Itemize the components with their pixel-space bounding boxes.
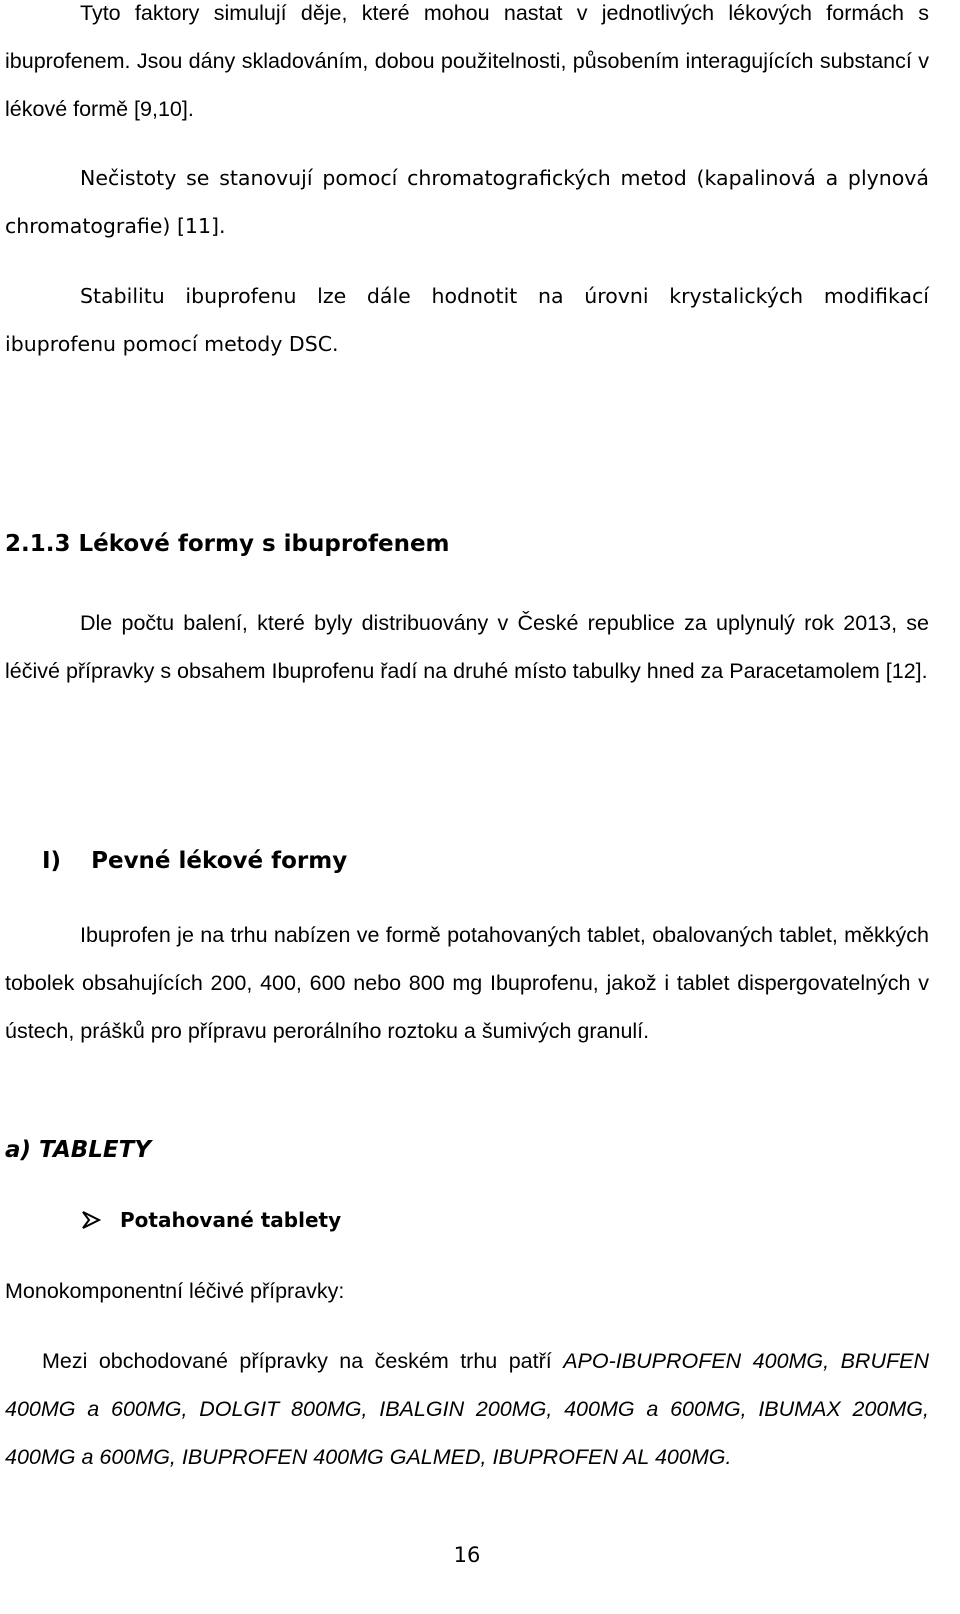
paragraph-mono-label: Monokomponentní léčivé přípravky:	[5, 1279, 345, 1303]
paragraph-degradation-factors: Tyto faktory simulují děje, které mohou nastat v jednotlivých lékových formách s ibuprofenem. Jsou dány skladováním, dobou použitelnosti, působením interagujících substancí v lékové formě [9,10].	[5, 1, 929, 121]
bullet-item	[80, 1205, 341, 1235]
roman-numeral: I)	[42, 848, 62, 874]
paragraph-impurities: Nečistoty se stanovují pomocí chromatografických metod (kapalinová a plynová chromatografie) [11].	[5, 166, 929, 238]
paragraph-products	[5, 1337, 929, 1481]
paragraph-stability: Stabilitu ibuprofenu lze dále hodnotit na úrovni krystalických modifikací ibuprofenu pomocí metody DSC.	[5, 284, 929, 356]
products-intro: Mezi obchodované přípravky na českém trhu patří	[42, 1349, 552, 1373]
subsection-heading	[42, 846, 347, 876]
paragraph-solid-forms: Ibuprofen je na trhu nabízen ve formě potahovaných tablet, obalovaných tablet, měkkých tobolek obsahujících 200, 400, 600 nebo 800 mg Ibuprofenu, jakož i tablet dispergovatelných v ústech, prášků pro přípravu perorálního roztoku a šumivých granulí.	[5, 923, 929, 1043]
page-number: 16	[453, 1543, 481, 1567]
products-list: APO-IBUPROFEN 400MG, BRUFEN 400MG a 600MG, DOLGIT 800MG, IBALGIN 200MG, 400MG a 600MG, IBUMAX 200MG, 400MG a 600MG, IBUPROFEN 400MG GALMED, IBUPROFEN AL 400MG.	[5, 1349, 929, 1469]
paragraph-distribution: Dle počtu balení, které byly distribuovány v České republice za uplynulý rok 2013, se léčivé přípravky s obsahem Ibuprofenu řadí na druhé místo tabulky hned za Paracetamolem [12].	[5, 611, 929, 683]
subsection-title: Pevné lékové formy	[91, 848, 348, 874]
bullet-label: Potahované tablety	[120, 1208, 342, 1232]
tablets-heading: a) TABLETY	[5, 1137, 151, 1163]
section-heading: 2.1.3 Lékové formy s ibuprofenem	[5, 531, 450, 557]
arrow-bullet-icon	[80, 1209, 102, 1231]
